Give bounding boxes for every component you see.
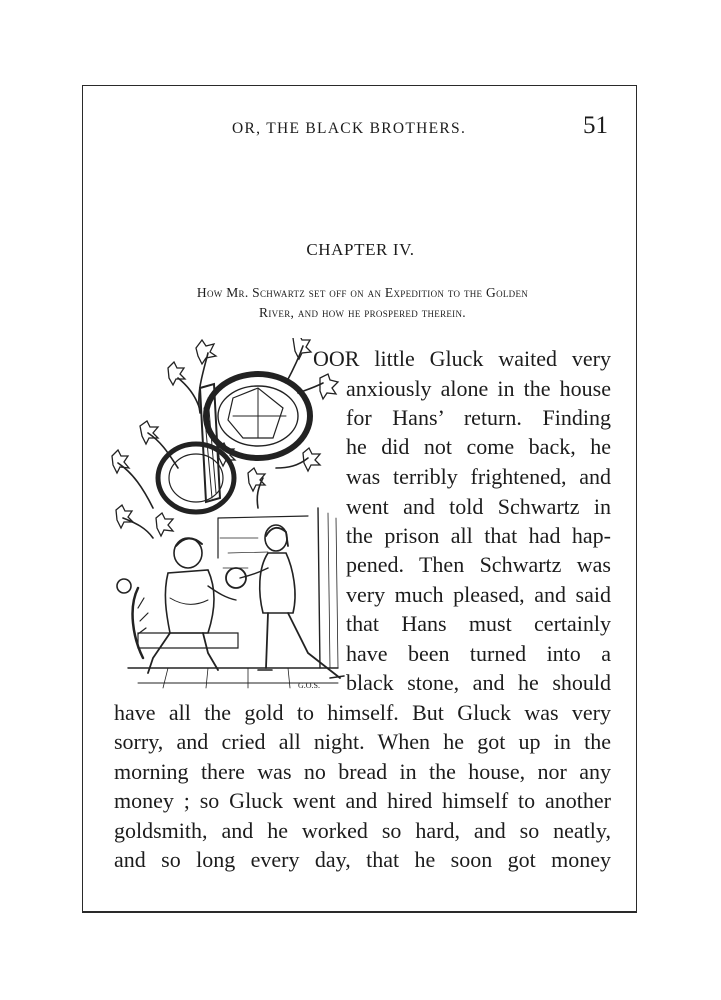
body-line: for Hans’ return. Finding xyxy=(346,405,611,430)
body-line: sorry, and cried all night. When he got up in the xyxy=(114,729,611,754)
body-line: money ; so Gluck went and hired himself to another xyxy=(114,788,611,813)
chapter-subtitle-line: How Mr. Schwartz set off on an Expedition to the Golden xyxy=(196,285,529,300)
body-line: and so long every day, that he soon got money xyxy=(114,847,611,872)
body-line: morning there was no bread in the house, nor any xyxy=(114,759,611,784)
body-line: pened. Then Schwartz was xyxy=(346,552,611,577)
illustration-signature: G.O.S. xyxy=(298,681,321,690)
body-line: went and told Schwartz in xyxy=(346,494,611,519)
body-line: that Hans must certainly xyxy=(346,611,611,636)
illustrated-initial-p xyxy=(108,338,348,695)
body-line: he did not come back, he xyxy=(346,434,611,459)
running-title: OR, THE BLACK BROTHERS. xyxy=(232,120,467,137)
body-line: have all the gold to himself. But Gluck was very xyxy=(114,700,611,725)
body-line: the prison all that had hap- xyxy=(346,523,611,548)
chapter-subtitle-line: River, and how he prospered therein. xyxy=(259,305,466,320)
chapter-heading: CHAPTER IV. xyxy=(306,240,415,259)
body-line: OOR little Gluck waited very xyxy=(313,346,611,371)
page-number: 51 xyxy=(583,112,608,139)
body-line: was terribly frightened, and xyxy=(346,464,611,489)
chapter-subtitle xyxy=(110,283,615,323)
body-line: black stone, and he should xyxy=(346,670,611,695)
drop-cap-illustration xyxy=(108,338,348,695)
body-line: goldsmith, and he worked so hard, and so neatly, xyxy=(114,818,611,843)
body-line: very much pleased, and said xyxy=(346,582,611,607)
body-line: have been turned into a xyxy=(346,641,611,666)
body-line: anxiously alone in the house xyxy=(346,376,611,401)
